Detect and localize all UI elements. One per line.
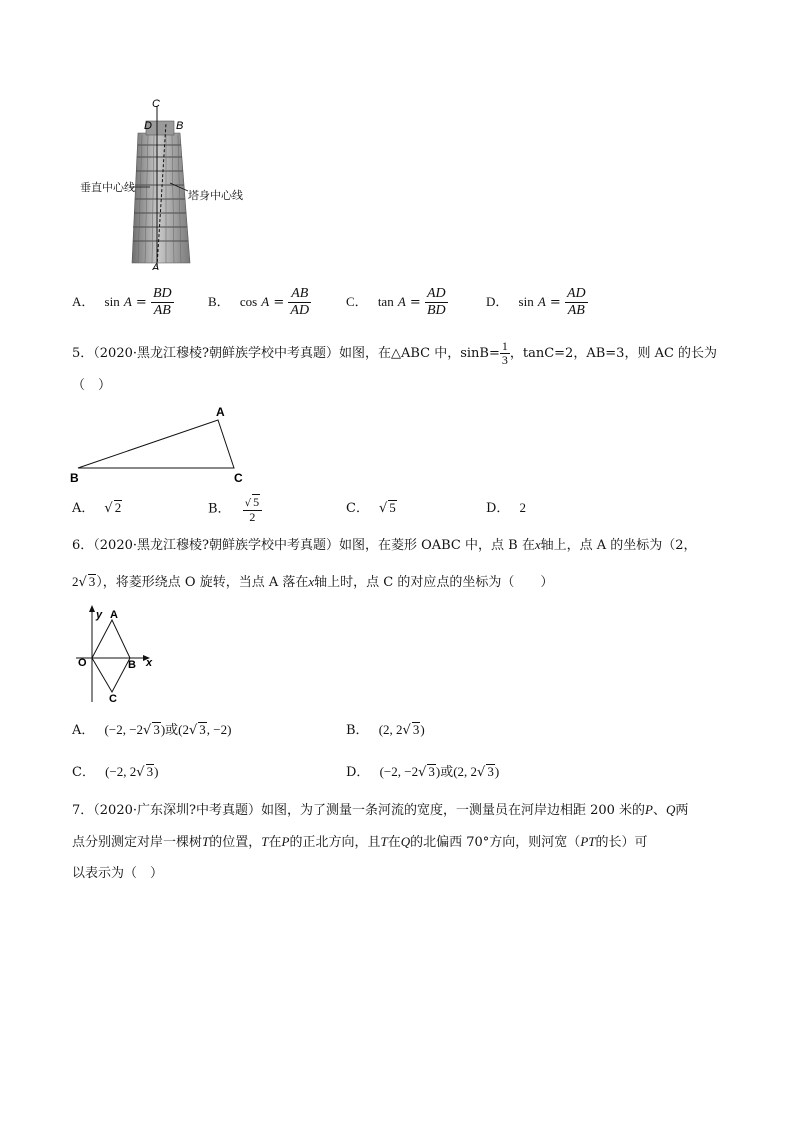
point-b: B (128, 659, 136, 671)
q5-option-d[interactable]: D． 2 (486, 500, 526, 516)
q5-option-c[interactable]: C． √ 5 (346, 500, 396, 516)
tower-figure (80, 95, 260, 270)
q5-stem-line2: （ ） (72, 378, 112, 393)
q6-option-b[interactable]: B． (2, 2√ 3) (346, 722, 425, 738)
point-o: O (78, 657, 87, 669)
q6-stem-line2: 2√ 3），将菱形绕点 O 旋转，当点 A 落在x轴上时，点 C 的对应点的坐标为（ ） (72, 574, 554, 590)
vertex-a: A (216, 405, 225, 419)
axis-y-label: y (96, 609, 103, 621)
q7-stem-line1: 7．（2020·广东深圳?中考真题）如图，为了测量一条河流的宽度，一测量员在河岸边相距 200 米的P、Q两 (72, 802, 689, 818)
q6-option-c[interactable]: C． (−2, 2√ 3) (72, 764, 159, 780)
rhombus-figure (72, 604, 162, 704)
q4-option-d[interactable]: D． sin A = $\frac{AD}{AB}$ (486, 286, 586, 318)
label-a: A (152, 262, 160, 270)
triangle-abc-figure (68, 402, 248, 486)
label-b: B (176, 120, 184, 132)
label-vertical-centre-line: 垂直中心线 (80, 181, 135, 194)
q6-option-a[interactable]: A． (−2, −2√ 3)或(2√ 3, −2) (72, 722, 232, 738)
axis-x-label: x (146, 657, 153, 669)
q4-option-b[interactable]: B． cos A = $\frac{AB}{AD}$ (208, 286, 310, 318)
q6-option-d[interactable]: D． (−2, −2√ 3)或(2, 2√ 3) (346, 764, 500, 780)
q7-stem-line3: 以表示为（ ） (72, 866, 164, 881)
q4-option-c[interactable]: C． tan A = $\frac{AD}{BD}$ (346, 286, 446, 318)
q5-option-b[interactable]: B． $\frac{√ 5}{2}$ (208, 494, 262, 524)
vertex-c: C (234, 471, 243, 485)
label-d: D (144, 120, 152, 132)
q6-stem-line1: 6．（2020·黑龙江穆棱?朝鲜族学校中考真题）如图，在菱形 OABC 中，点 B 在x轴上，点 A 的坐标为（2， (72, 537, 697, 553)
q4-option-a[interactable]: A． sin A = $\frac{BD}{AB}$ (72, 286, 172, 318)
q5-option-a[interactable]: A． √ 2 (72, 500, 122, 516)
label-tower-centre-line: 塔身中心线 (188, 189, 243, 202)
q5-stem-line1: 5．（2020·黑龙江穆棱?朝鲜族学校中考真题）如图，在△ABC 中，sinB= $\frac{1}{3}$ ，tanC=2，AB=3，则 AC 的长为 (72, 339, 718, 367)
point-c: C (109, 693, 117, 704)
label-c: C (152, 98, 160, 110)
q7-stem-line2: 点分别测定对岸一棵树T的位置，T在P的正北方向，且T在Q的北偏西 70°方向，则河宽（PT的长）可 (72, 834, 648, 850)
point-a: A (110, 609, 118, 621)
vertex-b: B (70, 471, 79, 485)
